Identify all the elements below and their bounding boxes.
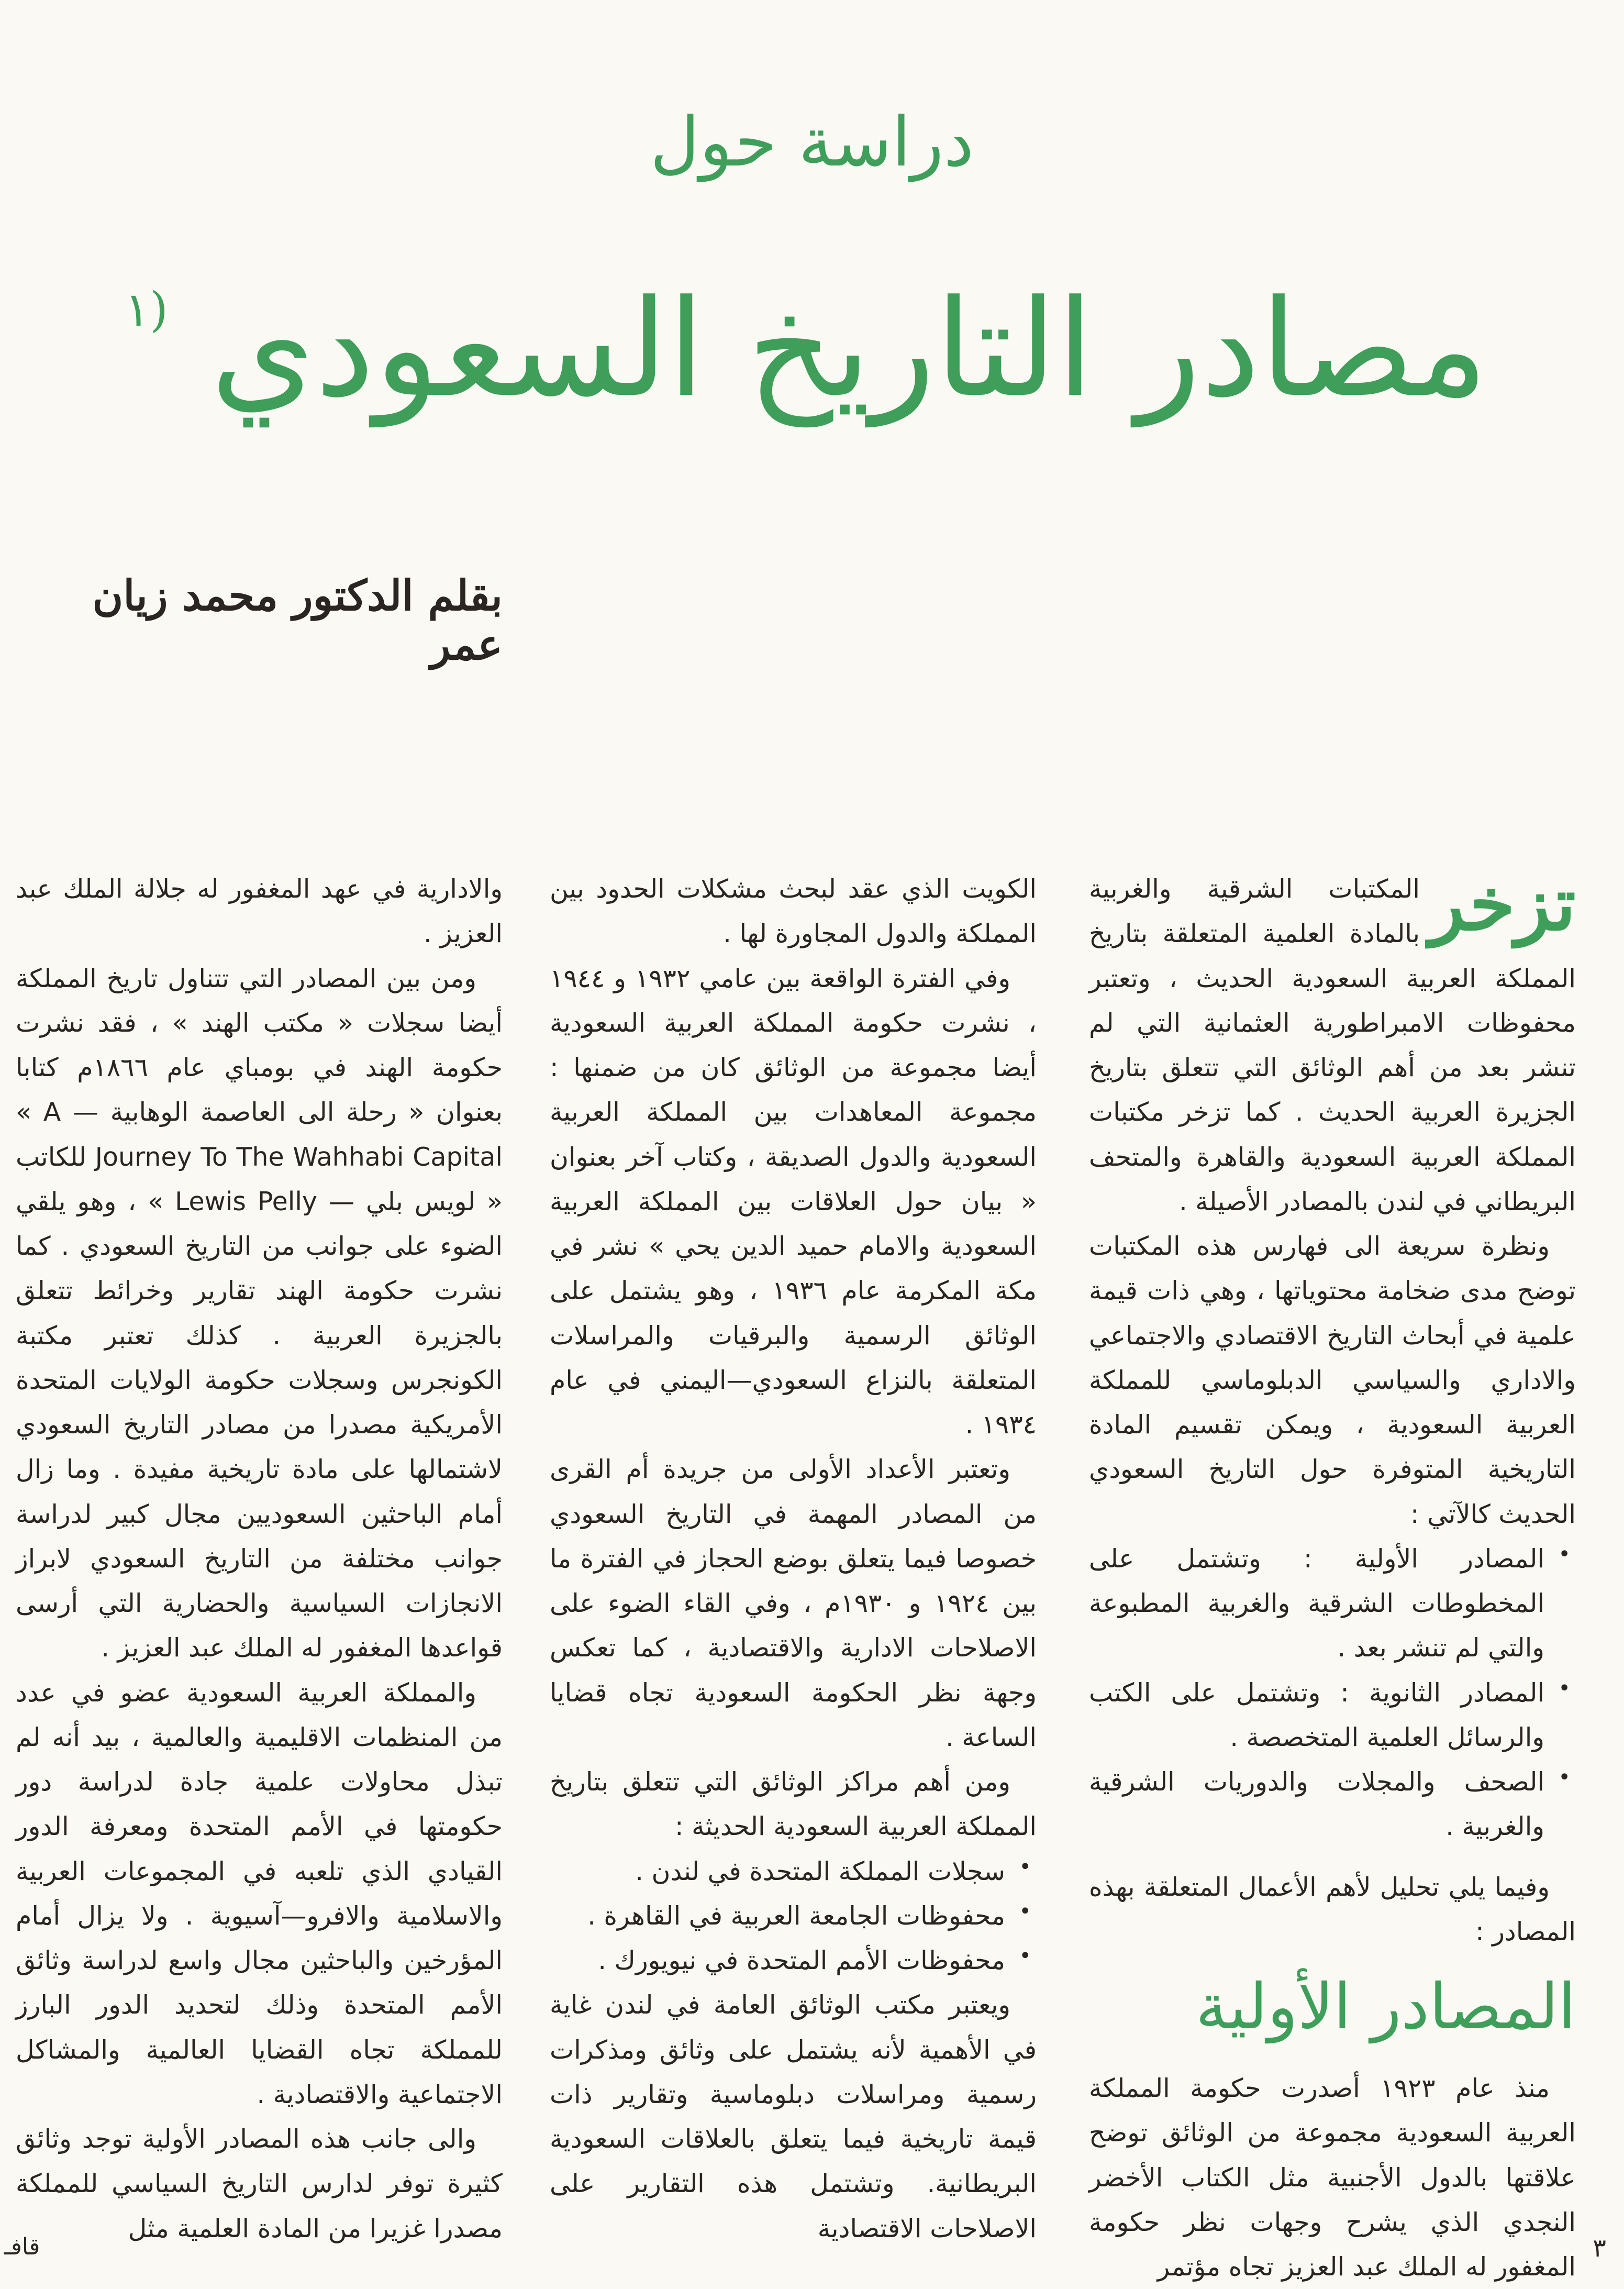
page-footer-label: قافـ [4, 2233, 40, 2260]
list-item: • المصادر الثانوية : وتشتمل على الكتب والرسائل العلمية المتخصصة . [1089, 1671, 1576, 1760]
section-heading: المصادر الأولية [1195, 1971, 1576, 2043]
english-author-name: Lewis Pelly [175, 1186, 318, 1217]
column-middle [550, 867, 1037, 2243]
page-number: ٣ [1593, 2233, 1606, 2263]
paragraph-india-office [16, 956, 503, 1671]
paragraph-text: للكاتب « لويس بلي — [16, 1142, 503, 1217]
footnote-marker: (١ [124, 282, 169, 337]
paragraph-text: » ، وهو يلقي الضوء على جوانب من التاريخ السعودي . كما نشرت حكومة الهند تقارير وخرائط تتعلق بالجزيرة العربية . كذلك تعتبر مكتبة الكونجرس وسجلات حكومة الولايات المتحدة الأمريكية مصدرا من مصادر التاريخ السعودي لاشتمالها على مادة تاريخية مفيدة . وما زال أمام الباحثين السعوديين مجال كبير لدراسة جوانب مختلفة من التاريخ السعودي لابراز الانجازات السياسية والحضارية التي أرسى قواعدها المغفور له الملك عبد العزيز . [16, 1186, 503, 1663]
article-kicker: دراسة حول [650, 102, 974, 182]
source-types-list [1089, 1536, 1576, 1849]
list-item: • محفوظات الأمم المتحدة في نيويورك . [550, 1938, 1037, 1983]
paragraph: ومن أهم مراكز الوثائق التي تتعلق بتاريخ المملكة العربية السعودية الحديثة : [550, 1767, 1037, 1842]
article-title-text: مصادر التاريخ السعودي [210, 271, 1488, 427]
article-title [21, 272, 1592, 426]
list-item: • الصحف والمجلات والدوريات الشرقية والغربية . [1089, 1760, 1576, 1849]
paragraph: وفي الفترة الواقعة بين عامي ١٩٣٢ و ١٩٤٤ ، نشرت حكومة المملكة العربية السعودية أيضا مجموعة من الوثائق كان من ضمنها : مجموعة المعاهدات بين المملكة العربية السعودية والدول الصديقة ، وكتاب آخر بعنوان « بيان حول العلاقات بين المملكة العربية السعودية والامام حميد الدين يحي » نشر في مكة المكرمة عام ١٩٣٦ ، وهو يشتمل على الوثائق الرسمية والبرقيات والمراسلات المتعلقة بالنزاع السعودي—اليمني في عام ١٩٣٤ . [550, 963, 1037, 1440]
list-item: • المصادر الأولية : وتشتمل على المخطوطات الشرقية والغربية المطبوعة والتي لم تنشر بعد . [1089, 1536, 1576, 1671]
column-right [1089, 861, 1576, 2282]
paragraph: والى جانب هذه المصادر الأولية توجد وثائق كثيرة توفر لدارس التاريخ السياسي للمملكة مصدرا غزيرا من المادة العلمية مثل [16, 2124, 503, 2243]
list-item: • سجلات المملكة المتحدة في لندن . [550, 1849, 1037, 1894]
column-left [16, 867, 503, 2243]
author-byline: بقلم الدكتور محمد زيان عمر [92, 571, 503, 669]
archives-list [550, 1849, 1037, 1983]
drop-word: تزخر [1429, 861, 1576, 947]
paragraph-intro-text: المكتبات الشرقية والغربية بالمادة العلمية المتعلقة بتاريخ المملكة العربية السعودية الحديث ، وتعتبر محفوظات الامبراطورية العثمانية التي لم تنشر بعد من أهم الوثائق التي تتعلق بتاريخ الجزيرة العربية الحديث . كما تزخر مكتبات المملكة العربية السعودية والقاهرة والمتحف البريطاني في لندن بالمصادر الأصيلة . [1089, 874, 1576, 1217]
paragraph: والادارية في عهد المغفور له جلالة الملك عبد العزيز . [16, 874, 503, 949]
paragraph: والمملكة العربية السعودية عضو في عدد من المنظمات الاقليمية والعالمية ، بيد أنه لم تبذل محاولات علمية جادة لدراسة دور حكومتها في الأمم المتحدة ومعرفة الدور القيادي الذي تلعبه في المجموعات العربية والاسلامية والافرو—آسيوية . ولا يزال أمام المؤرخين والباحثين مجال واسع لدراسة وثائق الأمم المتحدة وذلك لتحديد الدور البارز للمملكة تجاه القضايا العالمية والمشاكل الاجتماعية والاقتصادية . [16, 1677, 503, 2109]
paragraph: منذ عام ١٩٢٣ أصدرت حكومة المملكة العربية السعودية مجموعة من الوثائق توضح علاقتها بالدول الأجنبية مثل الكتاب الأخضر النجدي الذي يشرح وجهات نظر حكومة المغفور له الملك عبد العزيز تجاه مؤتمر [1089, 2073, 1576, 2282]
paragraph: ونظرة سريعة الى فهارس هذه المكتبات توضح مدى ضخامة محتوياتها ، وهي ذات قيمة علمية في أبحاث التاريخ الاقتصادي والاجتماعي والاداري والسياسي الدبلوماسي للمملكة العربية السعودية ، ويمكن تقسيم المادة التاريخية المتوفرة حول التاريخ السعودي الحديث كالآتي : [1089, 1231, 1576, 1529]
paragraph: وتعتبر الأعداد الأولى من جريدة أم القرى من المصادر المهمة في التاريخ السعودي خصوصا فيما يتعلق بوضع الحجاز في الفترة ما بين ١٩٢٤ و ١٩٣٠م ، وفي القاء الضوء على الاصلاحات الادارية والاقتصادية ، كما تعكس وجهة نظر الحكومة السعودية تجاه قضايا الساعة . [550, 1454, 1037, 1752]
paragraph-intro [1089, 861, 1576, 1224]
paragraph: ويعتبر مكتب الوثائق العامة في لندن غاية في الأهمية لأنه يشتمل على وثائق ومذكرات رسمية ومراسلات دبلوماسية وتقارير ذات قيمة تاريخية فيما يتعلق بالعلاقات السعودية البريطانية. وتشتمل هذه التقارير على الاصلاحات الاقتصادية [550, 1990, 1037, 2243]
english-book-title: « A Journey To The Wahhabi Capital [16, 1097, 503, 1172]
list-item: • محفوظات الجامعة العربية في القاهرة . [550, 1894, 1037, 1938]
paragraph-text: ومن بين المصادر التي تتناول تاريخ المملكة أيضا سجلات « مكتب الهند » ، فقد نشرت حكومة الهند في بومباي عام ١٨٦٦م كتابا بعنوان « رحلة الى العاصمة الوهابية — [16, 963, 503, 1127]
paragraph: وفيما يلي تحليل لأهم الأعمال المتعلقة بهذه المصادر : [1089, 1872, 1576, 1947]
paragraph: الكويت الذي عقد لبحث مشكلات الحدود بين المملكة والدول المجاورة لها . [550, 874, 1037, 949]
